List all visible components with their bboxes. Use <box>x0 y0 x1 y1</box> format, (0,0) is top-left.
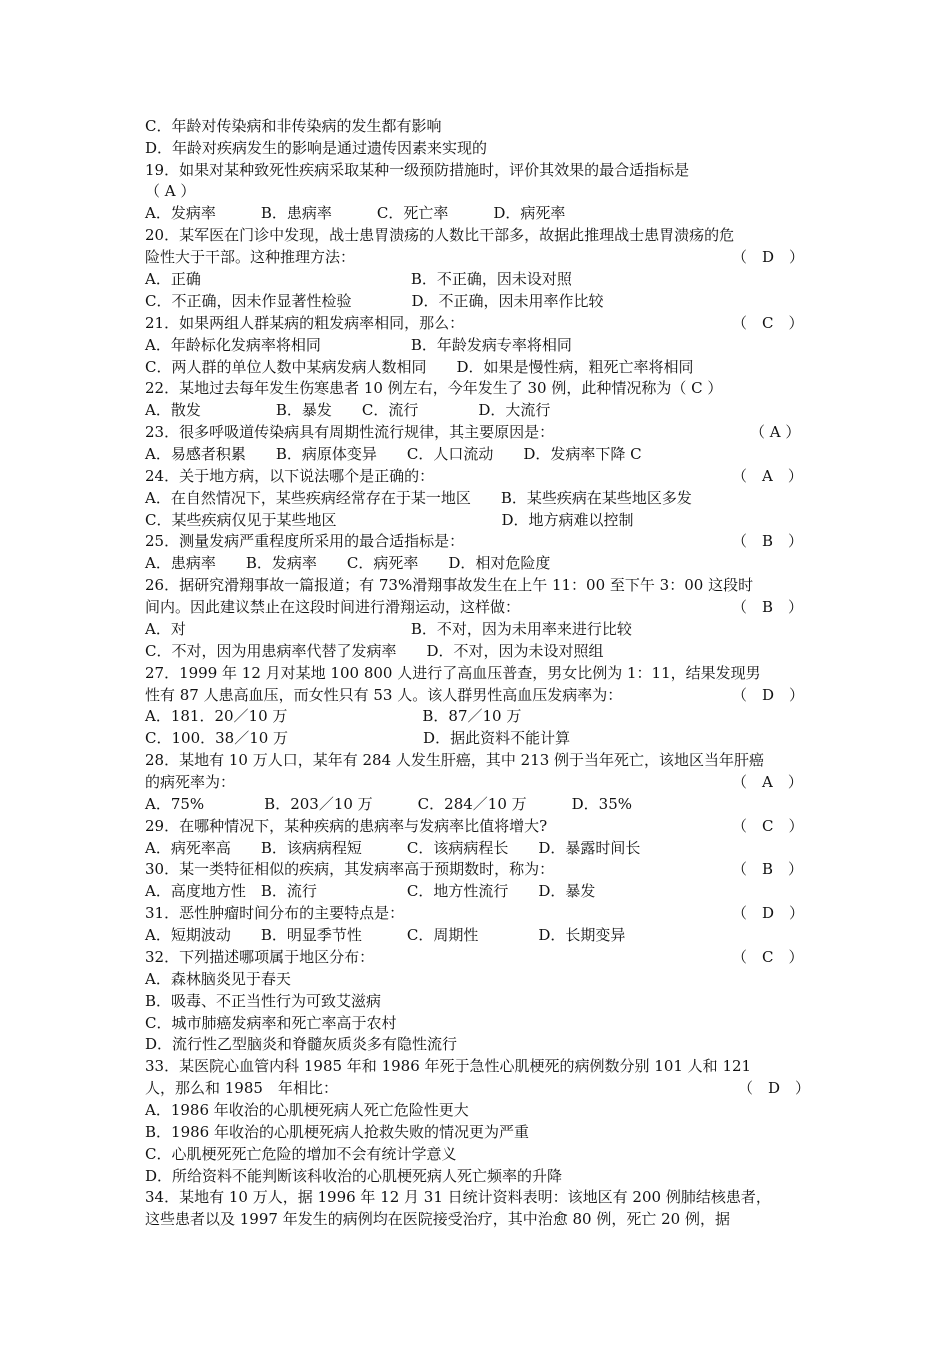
answer-20: （ D ） <box>732 248 805 266</box>
answer-33: （ D ） <box>738 1079 811 1097</box>
options-31: A．短期波动 B．明显季节性 C．周期性 D．长期变异 <box>145 926 626 944</box>
question-26: 26．据研究滑翔事故一篇报道；有 73%滑翔事故发生在上午 11：00 至下午 3：00 这段时 <box>145 576 754 594</box>
answer-29: （ C ） <box>732 817 804 835</box>
options-21-ab: A．年龄标化发病率将相同 B．年龄发病专率将相同 <box>145 336 572 354</box>
question-33-cont: 人，那么和 1985 年相比： <box>145 1079 338 1097</box>
options-20-ab: A．正确 B．不正确，因未设对照 <box>145 270 572 288</box>
options-24-cd: C．某些疾病仅见于某些地区 D．地方病难以控制 <box>145 511 634 529</box>
options-24-ab: A．在自然情况下，某些疾病经常存在于某一地区 B．某些疾病在某些地区多发 <box>145 489 692 507</box>
answer-25: （ B ） <box>732 532 804 550</box>
question-34-cont: 这些患者以及 1997 年发生的病例均在医院接受治疗，其中治愈 80 例，死亡 20 例，据 <box>145 1210 730 1228</box>
question-27: 27．1999 年 12 月对某地 100 800 人进行了高血压普查，男女比例为 1：11，结果发现男 <box>145 664 761 682</box>
option-32-c: C．城市肺癌发病率和死亡率高于农村 <box>145 1014 397 1032</box>
question-34: 34．某地有 10 万人，据 1996 年 12 月 31 日统计资料表明：该地区有 200 例肺结核患者， <box>145 1188 771 1206</box>
answer-31: （ D ） <box>732 904 805 922</box>
question-21: 21．如果两组人群某病的粗发病率相同，那么： <box>145 314 465 332</box>
option-33-b: B．1986 年收治的心肌梗死病人抢救失败的情况更为严重 <box>145 1123 529 1141</box>
options-25: A．患病率 B．发病率 C．病死率 D．相对危险度 <box>145 554 551 572</box>
question-24: 24．关于地方病，以下说法哪个是正确的： <box>145 467 435 485</box>
options-23: A．易感者积累 B．病原体变异 C．人口流动 D．发病率下降 C <box>145 445 642 463</box>
options-30: A．高度地方性 B．流行 C．地方性流行 D．暴发 <box>145 882 596 900</box>
text-line: D．年龄对疾病发生的影响是通过遗传因素来实现的 <box>145 139 488 157</box>
answer-27: （ D ） <box>732 686 805 704</box>
question-22: 22．某地过去每年发生伤寒患者 10 例左右，今年发生了 30 例，此种情况称为（ C ） <box>145 379 723 397</box>
question-32: 32．下列描述哪项属于地区分布： <box>145 948 375 966</box>
option-32-b: B．吸毒、不正当性行为可致艾滋病 <box>145 992 382 1010</box>
options-21-cd: C．两人群的单位人数中某病发病人数相同 D．如果是慢性病，粗死亡率将相同 <box>145 358 694 376</box>
option-32-d: D．流行性乙型脑炎和脊髓灰质炎多有隐性流行 <box>145 1035 458 1053</box>
question-30: 30．某一类特征相似的疾病，其发病率高于预期数时，称为： <box>145 860 555 878</box>
question-25: 25．测量发病严重程度所采用的最合适指标是： <box>145 532 465 550</box>
options-26-cd: C．不对，因为用患病率代替了发病率 D．不对，因为未设对照组 <box>145 642 604 660</box>
options-28: A．75% B．203／10 万 C．284／10 万 D．35% <box>145 795 633 813</box>
question-20-cont: 险性大于干部。这种推理方法： <box>145 248 356 266</box>
question-33: 33．某医院心血管内科 1985 年和 1986 年死于急性心肌梗死的病例数分别 101 人和 121 <box>145 1057 752 1075</box>
option-32-a: A．森林脑炎见于春天 <box>145 970 291 988</box>
option-33-c: C．心肌梗死死亡危险的增加不会有统计学意义 <box>145 1145 457 1163</box>
answer-21: （ C ） <box>732 314 804 332</box>
answer-30: （ B ） <box>732 860 804 878</box>
options-22: A．散发 B．暴发 C．流行 D．大流行 <box>145 401 551 419</box>
option-33-d: D．所给资料不能判断该科收治的心肌梗死病人死亡频率的升降 <box>145 1167 563 1185</box>
answer-26: （ B ） <box>732 598 804 616</box>
question-20: 20．某军医在门诊中发现，战士患胃溃疡的人数比干部多，故据此推理战士患胃溃疡的危 <box>145 226 735 244</box>
options-29: A．病死率高 B．该病病程短 C．该病病程长 D．暴露时间长 <box>145 839 641 857</box>
question-28: 28．某地有 10 万人口，某年有 284 人发生肝癌，其中 213 例于当年死亡，该地区当年肝癌 <box>145 751 765 769</box>
question-23: 23．很多呼吸道传染病具有周期性流行规律，其主要原因是： <box>145 423 555 441</box>
answer-28: （ A ） <box>732 773 803 791</box>
options-27-ab: A．181．20／10 万 B．87／10 万 <box>145 707 522 725</box>
answer-23: （ A ） <box>750 423 801 441</box>
text-line: C．年龄对传染病和非传染病的发生都有影响 <box>145 117 442 135</box>
option-33-a: A．1986 年收治的心肌梗死病人死亡危险性更大 <box>145 1101 469 1119</box>
question-26-cont: 间内。因此建议禁止在这段时间进行滑翔运动，这样做： <box>145 598 521 616</box>
options-19: A．发病率 B．患病率 C．死亡率 D．病死率 <box>145 204 566 222</box>
answer-19: （ A ） <box>145 182 196 200</box>
answer-32: （ C ） <box>732 948 804 966</box>
question-19: 19．如果对某种致死性疾病采取某种一级预防措施时，评价其效果的最合适指标是 <box>145 161 690 179</box>
question-27-cont: 性有 87 人患高血压，而女性只有 53 人。该人群男性高血压发病率为： <box>145 686 623 704</box>
answer-24: （ A ） <box>732 467 803 485</box>
question-28-cont: 的病死率为： <box>145 773 236 791</box>
options-27-cd: C．100．38／10 万 D．据此资料不能计算 <box>145 729 571 747</box>
options-26-ab: A．对 B．不对，因为未用率来进行比较 <box>145 620 632 638</box>
options-20-cd: C．不正确，因未作显著性检验 D．不正确，因未用率作比较 <box>145 292 604 310</box>
question-31: 31．恶性肿瘤时间分布的主要特点是： <box>145 904 405 922</box>
question-29: 29．在哪种情况下，某种疾病的患病率与发病率比值将增大? <box>145 817 548 835</box>
